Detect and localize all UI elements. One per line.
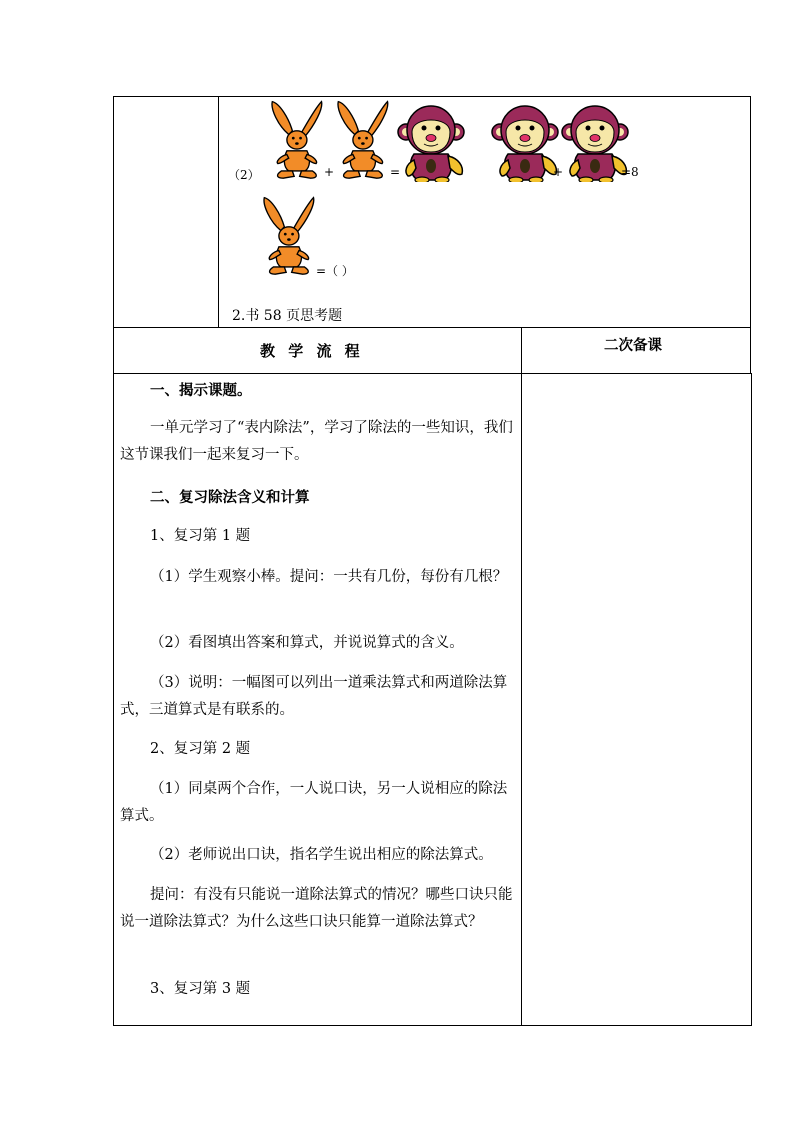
rabbit-icon bbox=[266, 98, 326, 180]
table-left-border bbox=[113, 96, 114, 1026]
table-right-border-bottom bbox=[751, 373, 752, 1026]
monkey-icon bbox=[490, 102, 560, 182]
monkey-icon bbox=[560, 102, 630, 182]
question-heading: 1、复习第 1 题 bbox=[150, 528, 251, 544]
question-heading: 2、复习第 2 题 bbox=[150, 741, 251, 757]
paragraph: （1）学生观察小棒。提问：一共有几份，每份有几根？ bbox=[150, 569, 508, 585]
table-bottom-border bbox=[113, 1025, 752, 1026]
table-column-divider bbox=[521, 327, 522, 1026]
paragraph: 一单元学习了“表内除法”，学习了除法的一些知识，我们这节课我们一起来复习一下。 bbox=[120, 420, 513, 463]
table-divider-top bbox=[113, 327, 751, 328]
task-think-question: 2.书 58 页思考题 bbox=[232, 308, 343, 324]
rabbit-icon bbox=[332, 98, 392, 180]
table-inner-divider-top bbox=[218, 96, 219, 327]
equals-eight: =8 bbox=[621, 165, 639, 179]
header-teaching-process: 教 学 流 程 bbox=[260, 342, 364, 360]
section-heading: 二、复习除法含义和计算 bbox=[150, 490, 310, 506]
paragraph: （1）同桌两个合作，一人说口诀，另一人说相应的除法算式。 bbox=[120, 781, 508, 824]
paragraph: （3）说明：一幅图可以列出一道乘法算式和两道除法算式，三道算式是有联系的。 bbox=[120, 675, 508, 718]
rabbit-icon bbox=[258, 194, 318, 276]
plus-sign: + bbox=[553, 165, 564, 179]
paragraph: （2）老师说出口诀，指名学生说出相应的除法算式。 bbox=[150, 847, 493, 863]
table-top-border bbox=[113, 96, 751, 97]
equals-blank: =（ ） bbox=[316, 264, 354, 278]
paragraph: 提问：有没有只能说一道除法算式的情况？哪些口诀只能说一道除法算式？为什么这些口诀只能算一道除法算式？ bbox=[120, 887, 513, 930]
section-heading: 一、揭示课题。 bbox=[150, 383, 252, 399]
paragraph: （2）看图填出答案和算式，并说说算式的含义。 bbox=[150, 635, 464, 651]
monkey-icon bbox=[396, 102, 466, 182]
plus-sign: + bbox=[324, 165, 335, 179]
table-right-border-top bbox=[750, 96, 751, 374]
header-secondary-prep: 二次备课 bbox=[604, 337, 662, 354]
equation-label: （2） bbox=[228, 168, 260, 182]
equals-sign: = bbox=[390, 165, 401, 179]
table-divider-header bbox=[113, 373, 752, 374]
question-heading: 3、复习第 3 题 bbox=[150, 981, 251, 997]
